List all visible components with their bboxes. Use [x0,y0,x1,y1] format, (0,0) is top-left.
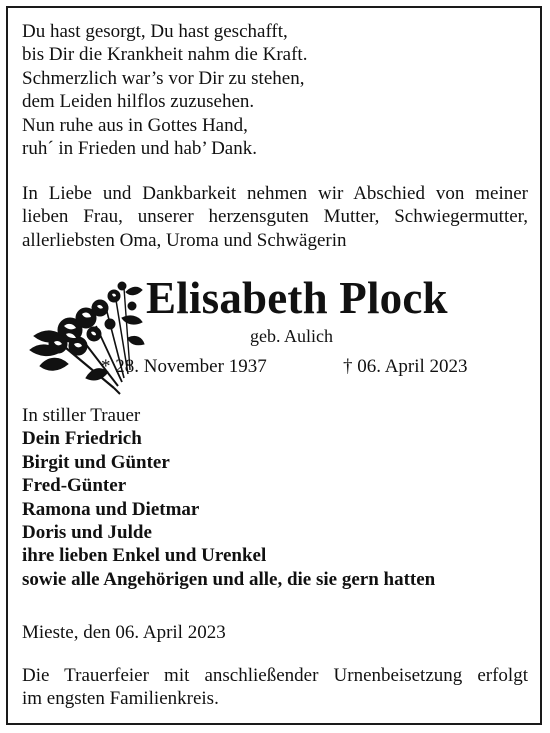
poem-line: Schmerzlich war’s vor Dir zu stehen, [22,67,305,89]
closing-text [22,664,528,711]
mourner-name: Dein Friedrich [22,428,142,450]
closing-line: im engsten Familienkreis. [22,688,219,710]
mourners-list [22,404,532,591]
flower-bouquet-icon [26,278,146,396]
intro-line: In Liebe und Dankbarkeit nehmen wir Abschied von meiner [22,183,528,204]
poem-line: Nun ruhe aus in Gottes Hand, [22,114,248,136]
birth-date: * 28. November 1937 [101,356,267,377]
maiden-name: geb. Aulich [250,326,333,346]
intro-line: lieben Frau, unserer herzensguten Mutter, Schwiegermutter, [22,206,528,228]
mourner-name: Fred-Günter [22,475,127,497]
place-date [22,621,322,644]
deceased-name: Elisabeth Plock [146,273,448,323]
mourner-name: Doris und Julde [22,522,152,544]
mourners-heading: In stiller Trauer [22,405,141,426]
mourner-name: ihre lieben Enkel und Urenkel [22,545,267,567]
closing-line: Die Trauerfeier mit anschließender Urnenbeisetzung erfolgt [22,665,528,686]
poem-line: Du hast gesorgt, Du hast geschafft, [22,21,288,42]
place-date-text: Mieste, den 06. April 2023 [22,622,226,643]
death-date: † 06. April 2023 [343,356,468,377]
intro-text [22,182,528,252]
mourner-name: sowie alle Angehörigen und alle, die sie gern hatten [22,568,436,590]
mourner-name: Birgit und Günter [22,451,170,473]
poem-line: bis Dir die Krankheit nahm die Kraft. [22,44,308,66]
poem-line: dem Leiden hilflos zuzusehen. [22,91,255,113]
poem [22,20,322,160]
poem-line: ruh´ in Frieden und hab’ Dank. [22,138,257,160]
mourner-name: Ramona und Dietmar [22,498,200,520]
intro-line: allerliebsten Oma, Uroma und Schwägerin [22,229,347,251]
